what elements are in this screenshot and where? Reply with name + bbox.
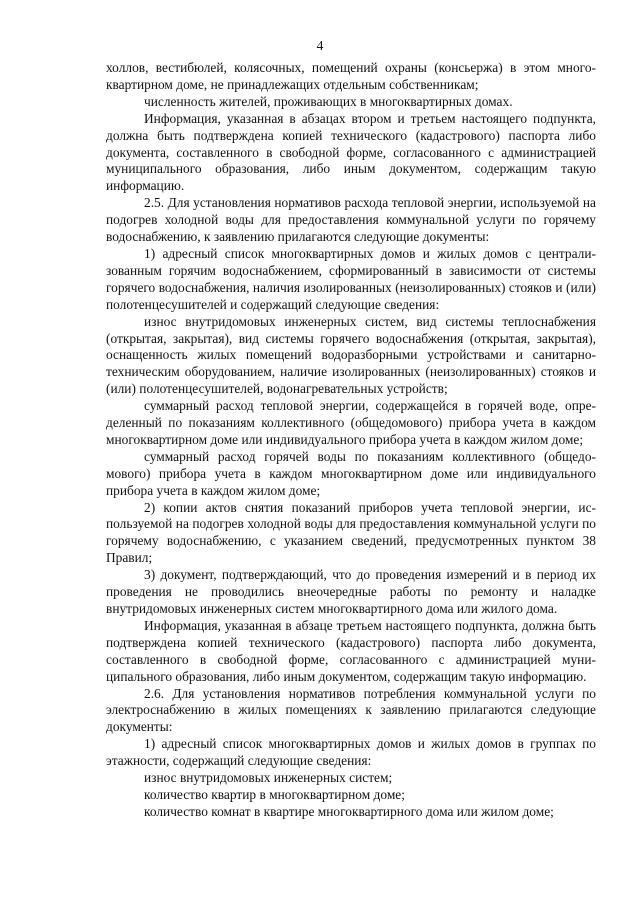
paragraph-2-6-room-count: количество комнат в квартире многоквартирного дома или жилом доме; [144, 803, 554, 819]
paragraph-2-5-item-2: 2) копии актов снятия показаний приборов учета тепловой энергии, используемой на подогрев холодной воды для предоставления коммунальной услуги по горячему водоснабжению, с указанием сведений, предусмотренных пунктом 38 Правил; [106, 499, 596, 566]
paragraph-2-5-item-1: 1) адресный список многоквартирных домов и жилых домов с централизованным горячим водоснабжением, сформированный в зависимости от системы горячего водоснабжения, наличия изолированных (неизолированных) стояков и (или) полотенцесушителей и содержащий следующие сведения: [106, 245, 596, 312]
paragraph-2-5-information-confirmation: Информация, указанная в абзаце третьем настоящего подпункта, должна быть подтверждена копией технического (кадастрового) паспорта либо документа, составленного в свободной форме, согласованного с администрацией муниципального образования, либо иным документом, содержащим такую информацию. [106, 617, 596, 684]
page-number: 4 [316, 38, 324, 53]
paragraph-continuation: холлов, вестибюлей, колясочных, помещений охраны (консьержа) в этом многоквартирном доме, не принадлежащих отдельным собственникам; [106, 60, 596, 92]
paragraph-residents-count: численность жителей, проживающих в многоквартирных домах. [144, 93, 513, 109]
paragraph-section-2-6: 2.6. Для установления нормативов потребления коммунальной услуги по электроснабжению в жилых помещениях к заявлению прилагаются следующие документы: [106, 685, 596, 735]
paragraph-2-5-heat-consumption: суммарный расход тепловой энергии, содержащейся в горячей воде, определенный по показаниям коллективного (общедомового) прибора учета в каждом многоквартирном доме или индивидуального прибора учета в каждом жилом доме; [106, 398, 596, 447]
paragraph-2-5-hot-water-consumption: суммарный расход горячей воды по показаниям коллективного (общедомового) прибора учета в каждом многоквартирном доме или индивидуального прибора учета в каждом жилом доме; [106, 448, 596, 498]
paragraph-section-2-5: 2.5. Для установления нормативов расхода тепловой энергии, используемой на подогрев холодной воды для предоставления коммунальной услуги по горячему водоснабжению, к заявлению прилагаются следующие документы: [106, 195, 596, 245]
document-body [106, 60, 596, 821]
paragraph-information-confirmation: Информация, указанная в абзацах втором и третьем настоящего подпункта, должна быть подтверждена копией технического (кадастрового) паспорта либо документа, составленного в свободной форме, согласованного с администрацией муниципального образования, либо иным документом, содержащим такую информацию. [106, 110, 596, 194]
paragraph-2-5-wear-systems: износ внутридомовых инженерных систем, вид системы теплоснабжения (открытая, закрытая), вид системы горячего водоснабжения (открытая, закрытая), оснащенность жилых помещений водоразборными устройствами и санитарно-техническим оборудованием, наличие изолированных (неизолированных) стояков и (или) полотенцесушителей, водонагревательных устройств; [106, 313, 596, 397]
paragraph-2-6-apartment-count: количество квартир в многоквартирном доме; [144, 786, 405, 802]
paragraph-2-5-item-3: 3) документ, подтверждающий, что до проведения измерений и в период их проведения не проводились внеочередные работы по ремонту и наладке внутридомовых инженерных систем многоквартирного дома или жилого дома. [106, 567, 596, 616]
paragraph-2-6-wear-systems: износ внутридомовых инженерных систем; [144, 770, 393, 786]
paragraph-2-6-item-1: 1) адресный список многоквартирных домов и жилых домов в группах по этажности, содержащий следующие сведения: [106, 736, 596, 769]
